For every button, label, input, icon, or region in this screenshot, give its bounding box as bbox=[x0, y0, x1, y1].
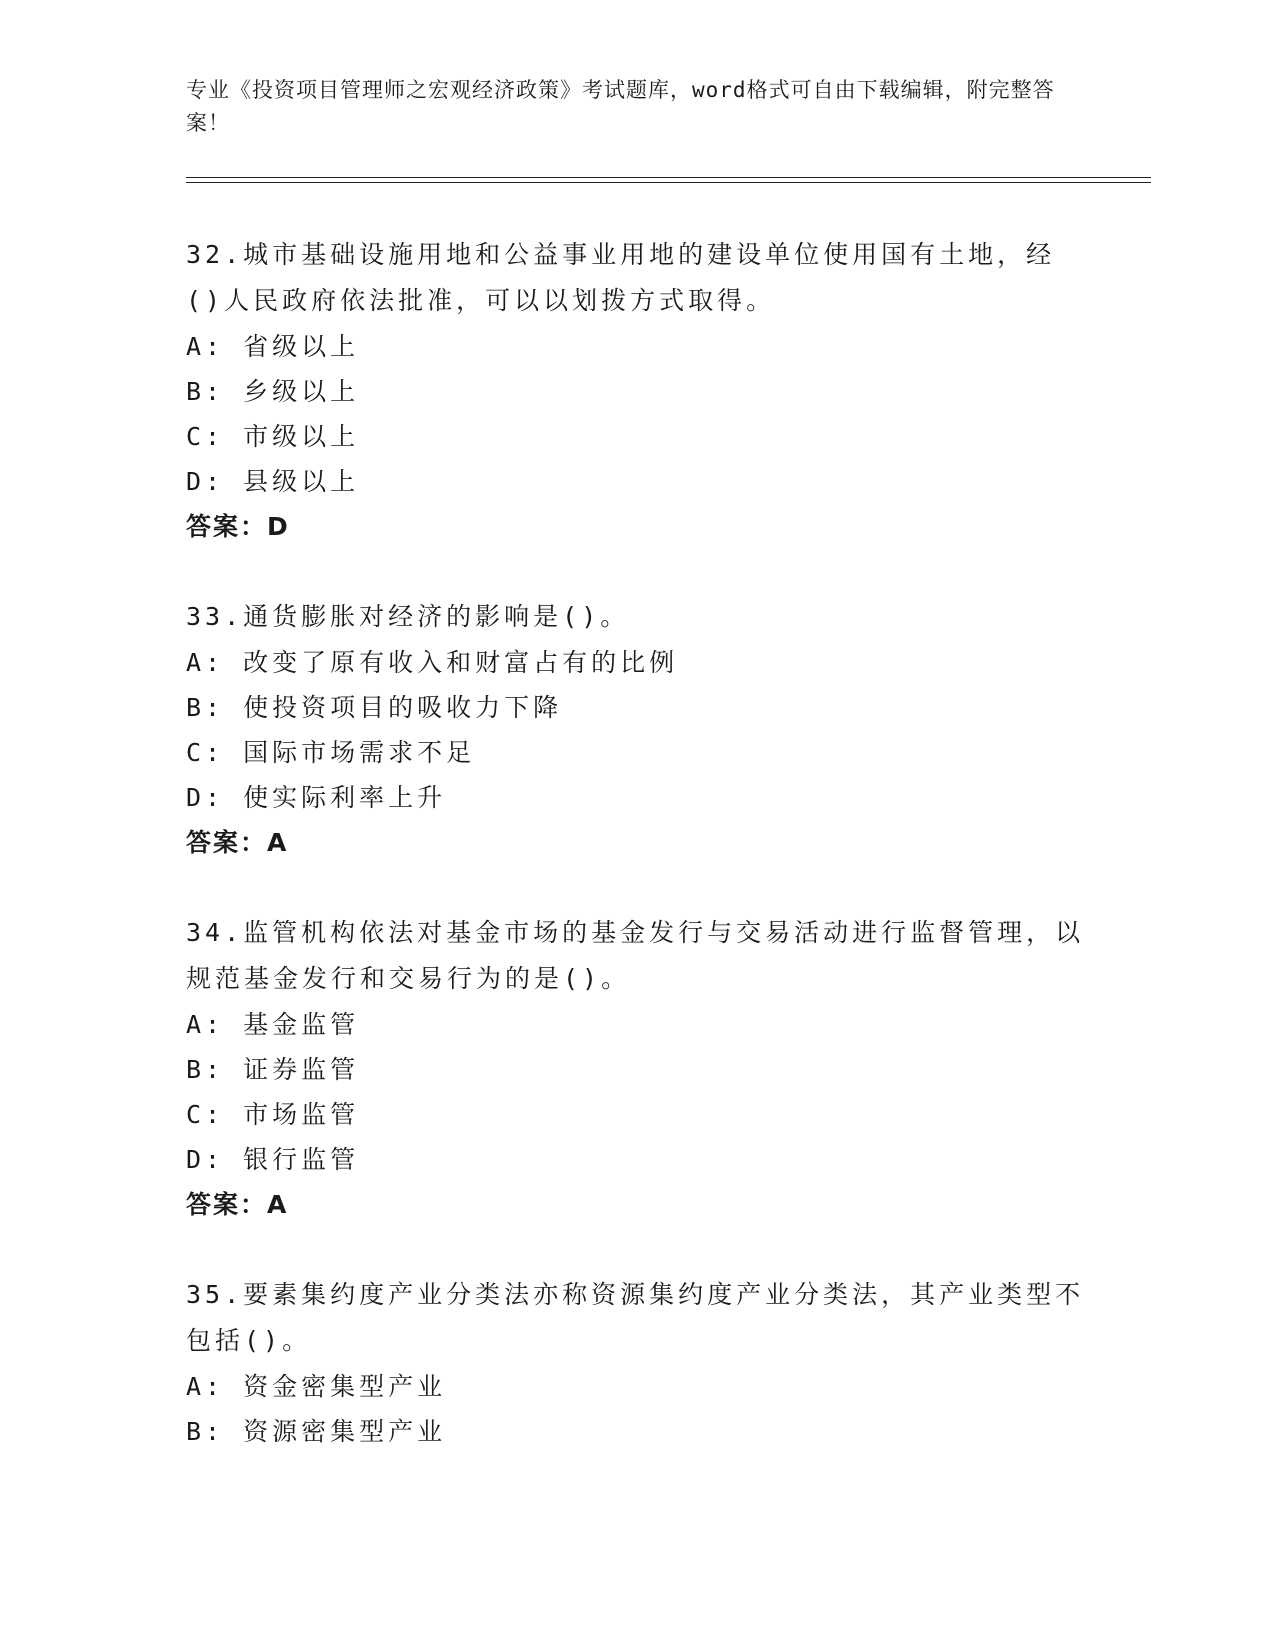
document-header: 专业《投资项目管理师之宏观经济政策》考试题库，word格式可自由下载编辑，附完整答案！ bbox=[186, 78, 1055, 135]
option-a: A: 资金密集型产业 bbox=[186, 1372, 447, 1401]
answer: 答案：D bbox=[186, 512, 290, 541]
option-b: B: 证券监管 bbox=[186, 1055, 360, 1084]
option-d: D: 银行监管 bbox=[186, 1145, 360, 1174]
answer: 答案：A bbox=[186, 828, 289, 857]
option-d: D: 使实际利率上升 bbox=[186, 783, 447, 812]
question-33 bbox=[186, 594, 1086, 866]
option-c: C: 国际市场需求不足 bbox=[186, 738, 476, 767]
option-b: B: 乡级以上 bbox=[186, 377, 360, 406]
option-b: B: 使投资项目的吸收力下降 bbox=[186, 693, 563, 722]
header-divider-top bbox=[186, 177, 1151, 178]
option-a: A: 改变了原有收入和财富占有的比例 bbox=[186, 648, 679, 677]
option-c: C: 市级以上 bbox=[186, 422, 360, 451]
question-35 bbox=[186, 1272, 1086, 1454]
question-stem: 33.通货膨胀对经济的影响是()。 bbox=[186, 602, 630, 631]
question-stem: 34.监管机构依法对基金市场的基金发行与交易活动进行监督管理，以规范基金发行和交易行为的是()。 bbox=[186, 918, 1085, 993]
option-a: A: 基金监管 bbox=[186, 1010, 360, 1039]
question-32 bbox=[186, 232, 1086, 550]
question-stem: 32.城市基础设施用地和公益事业用地的建设单位使用国有土地，经()人民政府依法批准，可以以划拨方式取得。 bbox=[186, 240, 1056, 315]
question-34 bbox=[186, 910, 1086, 1228]
option-d: D: 县级以上 bbox=[186, 467, 360, 496]
answer: 答案：A bbox=[186, 1190, 289, 1219]
question-list bbox=[186, 232, 1086, 1498]
header-divider-bottom bbox=[186, 182, 1151, 183]
option-c: C: 市场监管 bbox=[186, 1100, 360, 1129]
question-stem: 35.要素集约度产业分类法亦称资源集约度产业分类法，其产业类型不包括()。 bbox=[186, 1280, 1085, 1355]
option-a: A: 省级以上 bbox=[186, 332, 360, 361]
option-b: B: 资源密集型产业 bbox=[186, 1417, 447, 1446]
